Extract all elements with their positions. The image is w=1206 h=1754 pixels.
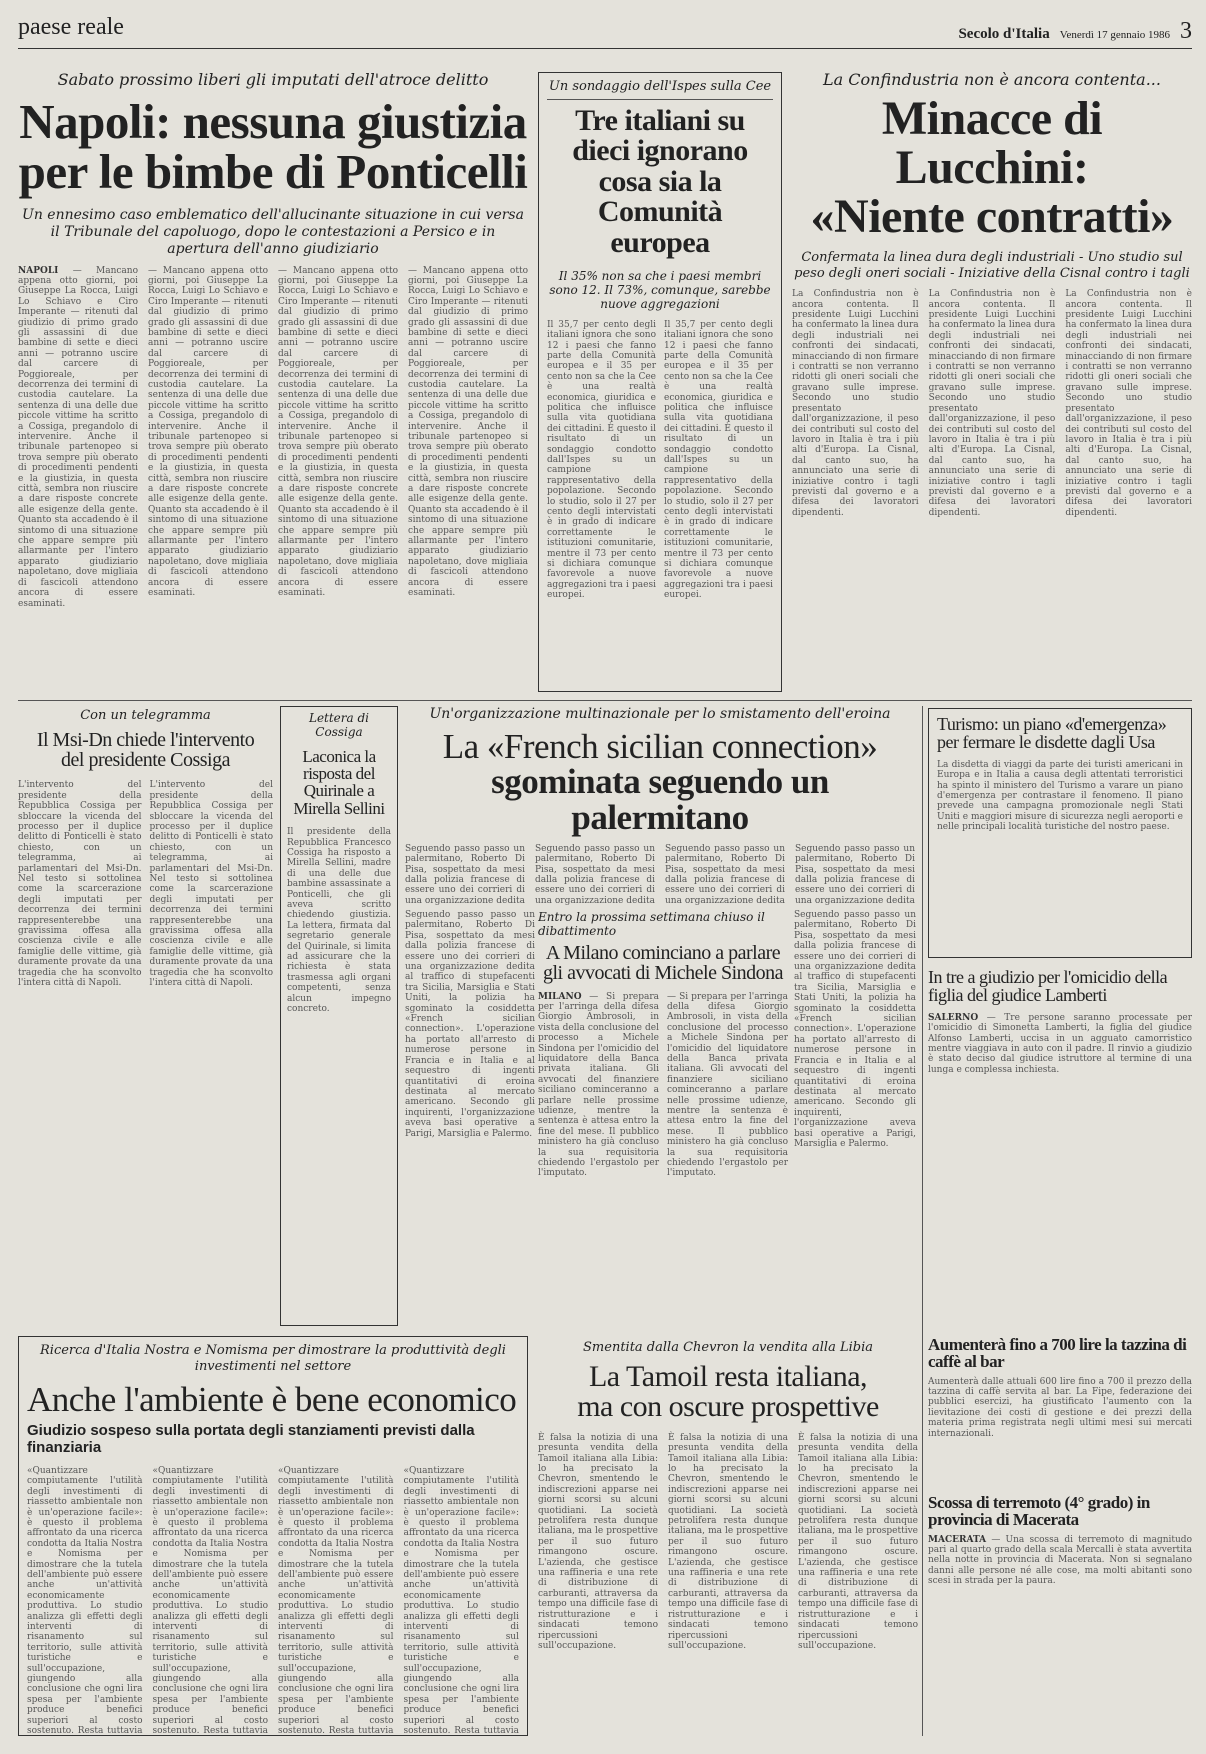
article-turismo	[928, 708, 1192, 958]
article-headline: Anche l'ambiente è bene economico	[27, 1380, 517, 1420]
article-caffe	[928, 1336, 1192, 1486]
article-subtitle: Un ennesimo caso emblematico dell'allucinante situazione in cui versa il Tribunale del capoluogo, dopo le contestazioni a Persico e in apertura dell'anno giudiziario	[22, 207, 524, 257]
article-sindona	[538, 910, 788, 1325]
body-column: È falsa la notizia di una presunta vendita della Tamoil italiana alla Libia: lo ha precisato la Chevron, smentendo le indiscrezioni apparse nei giorni scorsi su alcuni quotidiani. La società petrolifera resta dunque italiana, ma le prospettive per il suo futuro rimangono oscure. L'azienda, che gestisce una raffineria e una rete di distribuzione di carburanti, attraversa da tempo una difficile fase di ristrutturazione e i sindacati temono ripercussioni sull'occupazione.	[538, 1432, 658, 1651]
article-kicker: Lettera di Cossiga	[308, 711, 370, 740]
article-headline: Laconica la risposta del Quirinale a Mirella Sellini	[293, 746, 385, 818]
body-text: — Si prepara per l'arringa della difesa Giorgio Ambrosoli, in vista della conclusione del processo a Michele Sindona per l'omicidio del liquidatore della Banca privata italiana. Gli avvocati del finanziere siciliano cominceranno a parlare nelle prossime udienze, mentre la sentenza è attesa entro la fine del mese. Il pubblico ministero ha già concluso la sua requisitoria chiedendo l'ergastolo per l'imputato.	[538, 991, 659, 1179]
article-ambiente	[18, 1336, 528, 1736]
body-column: L'intervento del presidente della Repubblica Cossiga per sbloccare la vicenda del processo per il duplice delitto di Ponticelli è stato chiesto, con un telegramma, ai parlamentari del Msi-Dn. Nel testo si sottolinea come la scarcerazione degli imputati per decorrenza dei termini rappresenterebbe una gravissima offesa alla coscienza civile e alle famiglie delle vittime, già duramente provate da una tragedia che ha sconvolto l'intera città di Napoli.	[149, 780, 273, 989]
body-text: — Mancano appena otto giorni, poi Giuseppe La Rocca, Luigi Lo Schiavo e Ciro Imperante — ritenuti dal giudizio di primo grado gli assassini di due bambine di sette e dieci anni — potranno uscire dal carcere di Poggioreale, per decorrenza dei termini di custodia cautelare. La sentenza di una delle due piccole vittime ha scritto a Cossiga, pregandolo di intervenire. Anche il tribunale partenopeo si trova sempre più oberato di procedimenti pendenti e la giustizia, in questa città, sembra non riuscire a dare risposte concrete alle esigenze della gente. Quanto sta accadendo è il sintomo di una situazione che appare sempre più allarmante per l'intero apparato giudiziario napoletano, dove migliaia di fascicoli attendono ancora di essere esaminati.	[18, 265, 138, 609]
body-column: Seguendo passo passo un palermitano, Roberto Di Pisa, sospettato da mesi dalla polizia francese di essere uno dei corrieri di una organizzazione dedita al traffico di stupefacenti tra Sicilia, Marsiglia e Stati Uniti, la polizia ha sgominato la cosiddetta «French sicilian connection». L'operazione ha portato all'arresto di numerose persone in Francia e in Italia e al sequestro di ingenti quantitativi di eroina destinata al mercato americano. Secondo gli inquirenti, l'organizzazione aveva basi operative a Parigi, Marsiglia e Palermo.	[405, 910, 535, 1139]
french-body-right	[794, 910, 916, 1325]
article-napoli	[18, 70, 528, 695]
article-kicker: Entro la prossima settimana chiuso il dibattimento	[538, 910, 765, 939]
article-kicker: Smentita dalla Chevron la vendita alla Libia	[583, 1340, 873, 1355]
body-column: — Mancano appena otto giorni, poi Giuseppe La Rocca, Luigi Lo Schiavo e Ciro Imperante — ritenuti dal giudizio di primo grado gli assassini di due bambine di sette e dieci anni — potranno uscire dal carcere di Poggioreale, per decorrenza dei termini di custodia cautelare. La sentenza di una delle due piccole vittime ha scritto a Cossiga, pregandolo di intervenire. Anche il tribunale partenopeo si trova sempre più oberato di procedimenti pendenti e la giustizia, in questa città, sembra non riuscire a dare risposte concrete alle esigenze della gente. Quanto sta accadendo è il sintomo di una situazione che appare sempre più allarmante per l'intero apparato giudiziario napoletano, dove migliaia di fascicoli attendono ancora di essere esaminati.	[408, 265, 528, 599]
body-column: La Confindustria non è ancora contenta. Il presidente Luigi Lucchini ha confermato la linea dura degli industriali nei confronti dei sindacati, minacciando di non firmare i contratti se non verranno ridotti gli oneri sociali che gravano sulle imprese. Secondo uno studio presentato dall'organizzazione, il peso dei contributi sul costo del lavoro in Italia è tra i più alti d'Europa. La Cisnal, dal canto suo, ha annunciato una serie di iniziative contro i tagli previsti dal governo e a difesa dei lavoratori dipendenti.	[928, 289, 1056, 518]
body-column: Seguendo passo passo un palermitano, Roberto Di Pisa, sospettato da mesi dalla polizia francese di essere uno dei corrieri di una organizzazione dedita	[665, 843, 785, 906]
body-column: La Confindustria non è ancora contenta. Il presidente Luigi Lucchini ha confermato la linea dura degli industriali nei confronti dei sindacati, minacciando di non firmare i contratti se non verranno ridotti gli oneri sociali che gravano sulle imprese. Secondo uno studio presentato dall'organizzazione, il peso dei contributi sul costo del lavoro in Italia è tra i più alti d'Europa. La Cisnal, dal canto suo, ha annunciato una serie di iniziative contro i tagli previsti dal governo e a difesa dei lavoratori dipendenti.	[792, 289, 919, 518]
body-column: È falsa la notizia di una presunta vendita della Tamoil italiana alla Libia: lo ha precisato la Chevron, smentendo le indiscrezioni apparse nei giorni scorsi su alcuni quotidiani. La società petrolifera resta dunque italiana, ma le prospettive per il suo futuro rimangono oscure. L'azienda, che gestisce una raffineria e una rete di distribuzione di carburanti, attraversa da tempo una difficile fase di ristrutturazione e i sindacati temono ripercussioni sull'occupazione.	[668, 1432, 788, 1651]
dateline: NAPOLI	[18, 265, 59, 276]
body-column: «Quantizzare compiutamente l'utilità degli investimenti di riassetto ambientale non è un'operazione facile»: è questo il problema affrontato da una ricerca condotta da Italia Nostra e Nomisma per dimostrare che la tutela dell'ambiente può essere anche un'attività economicamente produttiva. Lo studio analizza gli effetti degli interventi di risanamento sul territorio, sulle attività turistiche e sull'occupazione, giungendo alla conclusione che ogni lira spesa per l'ambiente produce benefici superiori al costo sostenuto. Resta tuttavia	[278, 1465, 394, 1736]
article-headline: La Tamoil resta italiana,	[588, 1359, 868, 1393]
masthead	[958, 18, 1192, 45]
issue-date: Venerdì 17 gennaio 1986	[1059, 29, 1170, 41]
article-kicker: Un sondaggio dell'Ispes sulla Cee	[547, 79, 773, 100]
body-text: «Quantizzare compiutamente l'utilità degli investimenti di riassetto ambientale non è un'operazione facile»: è questo il problema affrontato da una ricerca condotta da Italia Nostra e Nomisma per dimostrare che la tutela dell'ambiente può essere anche un'attività economicamente produttiva. Lo studio analizza gli effetti degli interventi di risanamento sul territorio, sulle attività turistiche e sull'occupazione, giungendo alla conclusione che ogni lira spesa per l'ambiente produce benefici superiori al costo sostenuto. Resta tuttavia	[403, 1465, 519, 1736]
body-column: Seguendo passo passo un palermitano, Roberto Di Pisa, sospettato da mesi dalla polizia francese di essere uno dei corrieri di una organizzazione dedita	[405, 843, 525, 906]
body-column	[18, 266, 138, 695]
article-body	[405, 844, 915, 906]
article-body	[27, 1466, 519, 1736]
article-sondaggio	[538, 72, 782, 692]
article-subtitle: Il 35% non sa che i paesi membri sono 12. Il 73%, comunque, sarebbe nuove aggregazioni	[549, 268, 771, 312]
paper-name: Secolo d'Italia	[958, 26, 1050, 42]
article-tamoil	[538, 1340, 918, 1736]
column-rule	[922, 706, 923, 1736]
body-column: Il 35,7 per cento degli italiani ignora che sono 12 i paesi che fanno parte della Comunità europea e il 35 per cento non sa che la Cee è una realtà economica, giuridica e politica che influisce sulla vita quotidiana dei cittadini. È questo il risultato di un sondaggio condotto dall'Ispes su un campione rappresentativo della popolazione. Secondo lo studio, solo il 27 per cento degli intervistati è in grado di indicare correttamente le istituzioni comunitarie, mentre il 73 per cento si dichiara comunque favorevole a nuove aggregazioni tra i paesi europei.	[547, 319, 656, 601]
article-headline-line2: ma con oscure prospettive	[577, 1390, 879, 1424]
article-lamberti	[928, 968, 1192, 1328]
body-column: Seguendo passo passo un palermitano, Roberto Di Pisa, sospettato da mesi dalla polizia francese di essere uno dei corrieri di una organizzazione dedita	[795, 843, 915, 906]
body-column: «Quantizzare compiutamente l'utilità degli investimenti di riassetto ambientale non è un'operazione facile»: è questo il problema affrontato da una ricerca condotta da Italia Nostra e Nomisma per dimostrare che la tutela dell'ambiente può essere anche un'attività economicamente produttiva. Lo studio analizza gli effetti degli interventi di risanamento sul territorio, sulle attività turistiche e sull'occupazione, giungendo alla conclusione che ogni lira spesa per l'ambiente produce benefici superiori al costo sostenuto. Resta tuttavia	[152, 1465, 268, 1736]
body-column: — Si prepara per l'arringa della difesa Giorgio Ambrosoli, in vista della conclusione del processo a Michele Sindona per l'omicidio del liquidatore della Banca privata italiana. Gli avvocati del finanziere siciliano cominceranno a parlare nelle prossime udienze, mentre la sentenza è attesa entro la fine del mese. Il pubblico ministero ha già concluso la sua requisitoria chiedendo l'ergastolo per l'imputato.	[667, 991, 788, 1179]
french-body-continued	[405, 910, 535, 1325]
article-body	[18, 780, 273, 1290]
article-body	[928, 1535, 1192, 1587]
article-body	[792, 289, 1192, 695]
article-french-connection	[405, 706, 915, 906]
page-number: 3	[1180, 18, 1192, 44]
body-column: È falsa la notizia di una presunta vendita della Tamoil italiana alla Libia: lo ha precisato la Chevron, smentendo le indiscrezioni apparse nei giorni scorsi su alcuni quotidiani. La società petrolifera resta dunque italiana, ma le prospettive per il suo futuro rimangono oscure. L'azienda, che gestisce una raffineria e una rete di distribuzione di carburanti, attraversa da tempo una difficile fase di ristrutturazione e i sindacati temono ripercussioni sull'occupazione.	[798, 1432, 918, 1651]
body-column: La Confindustria non è ancora contenta. Il presidente Luigi Lucchini ha confermato la linea dura degli industriali nei confronti dei sindacati, minacciando di non firmare i contratti se non verranno ridotti gli oneri sociali che gravano sulle imprese. Secondo uno studio presentato dall'organizzazione, il peso dei contributi sul costo del lavoro in Italia è tra i più alti d'Europa. La Cisnal, dal canto suo, ha annunciato una serie di iniziative contro i tagli previsti dal governo e a difesa dei lavoratori dipendenti.	[1065, 289, 1192, 518]
article-lucchini	[792, 70, 1192, 695]
article-body: Aumenterà dalle attuali 600 lire fino a 700 il prezzo della tazzina di caffè servita al bar. La Fipe, federazione dei pubblici esercizi, ha giustificato l'aumento con la lievitazione dei costi di gestione e dei prezzi della materia prima registrata negli ultimi mesi sui mercati internazionali.	[928, 1376, 1192, 1439]
article-kicker: Con un telegramma	[80, 708, 211, 723]
section-title: paese reale	[18, 14, 124, 40]
body-column: — Mancano appena otto giorni, poi Giuseppe La Rocca, Luigi Lo Schiavo e Ciro Imperante — ritenuti dal giudizio di primo grado gli assassini di due bambine di sette e dieci anni — potranno uscire dal carcere di Poggioreale, per decorrenza dei termini di custodia cautelare. La sentenza di una delle due piccole vittime ha scritto a Cossiga, pregandolo di intervenire. Anche il tribunale partenopeo si trova sempre più oberato di procedimenti pendenti e la giustizia, in questa città, sembra non riuscire a dare risposte concrete alle esigenze della gente. Quanto sta accadendo è il sintomo di una situazione che appare sempre più allarmante per l'intero apparato giudiziario napoletano, dove migliaia di fascicoli attendono ancora di essere esaminati.	[148, 265, 268, 599]
article-body	[538, 992, 788, 1325]
article-subtitle: Giudizio sospeso sulla portata degli stanziamenti previsti dalla finanziaria	[27, 1421, 475, 1456]
article-headline: In tre a giudizio per l'omicidio della figlia del giudice Lamberti	[928, 968, 1168, 1006]
article-headline: Minacce di Lucchini:	[881, 92, 1103, 195]
article-headline-line2: sgominata seguendo un palermitano	[491, 762, 829, 838]
article-headline: Turismo: un piano «d'emergenza» per fermare le disdette dagli Usa	[937, 714, 1167, 753]
article-headline: La «French sicilian connection»	[442, 726, 878, 766]
article-kicker: Un'organizzazione multinazionale per lo smistamento dell'eroina	[429, 706, 891, 722]
article-kicker: La Confindustria non è ancora contenta...	[823, 70, 1161, 89]
article-terremoto	[928, 1494, 1192, 1736]
body-column: L'intervento del presidente della Repubblica Cossiga per sbloccare la vicenda del processo per il duplice delitto di Ponticelli è stato chiesto, con un telegramma, ai parlamentari del Msi-Dn. Nel testo si sottolinea come la scarcerazione degli imputati per decorrenza dei termini rappresenterebbe una gravissima offesa alla coscienza civile e alle famiglie delle vittime, già duramente provate da una tragedia che ha sconvolto l'intera città di Napoli.	[18, 780, 142, 989]
section-divider	[18, 700, 1192, 701]
article-headline: Aumenterà fino a 700 lire la tazzina di caffè al bar	[928, 1336, 1187, 1372]
article-headline-line2: per le bimbe di Ponticelli	[18, 144, 528, 200]
body-column: Il 35,7 per cento degli italiani ignora che sono 12 i paesi che fanno parte della Comunità europea e il 35 per cento non sa che la Cee è una realtà economica, giuridica e politica che influisce sulla vita quotidiana dei cittadini. È questo il risultato di un sondaggio condotto dall'Ispes su un campione rappresentativo della popolazione. Secondo lo studio, solo il 27 per cento degli intervistati è in grado di indicare correttamente le istituzioni comunitarie, mentre il 73 per cento si dichiara comunque favorevole a nuove aggregazioni tra i paesi europei.	[664, 319, 773, 601]
article-headline: Napoli: nessuna giustizia	[19, 94, 527, 150]
body-column	[538, 992, 659, 1325]
article-cossiga	[280, 706, 398, 1326]
body-text: — Tre persone saranno processate per l'omicidio di Simonetta Lamberti, la figlia del giudice Alfonso Lamberti, uccisa in un agguato camorristico mentre viaggiava in auto con il padre. Il rinvio a giudizio è stato deciso dal giudice istruttore al termine di una lunga e complessa inchiesta.	[928, 1012, 1192, 1075]
header-rule	[18, 48, 1192, 49]
article-headline-line2: «Niente contratti»	[810, 190, 1174, 244]
article-headline: Scossa di terremoto (4° grado) in provincia di Macerata	[928, 1494, 1150, 1530]
article-subtitle: Confermata la linea dura degli industriali - Uno studio sul peso degli oneri sociali - Iniziative della Cisnal contro i tagli	[794, 250, 1190, 281]
article-msi	[18, 708, 273, 1328]
article-body	[928, 1013, 1192, 1075]
article-headline: Tre italiani su dieci ignorano cosa sia la Comunità europea	[572, 103, 748, 259]
dateline: MACERATA	[928, 1534, 987, 1545]
body-column: — Mancano appena otto giorni, poi Giuseppe La Rocca, Luigi Lo Schiavo e Ciro Imperante — ritenuti dal giudizio di primo grado gli assassini di due bambine di sette e dieci anni — potranno uscire dal carcere di Poggioreale, per decorrenza dei termini di custodia cautelare. La sentenza di una delle due piccole vittime ha scritto a Cossiga, pregandolo di intervenire. Anche il tribunale partenopeo si trova sempre più oberato di procedimenti pendenti e la giustizia, in questa città, sembra non riuscire a dare risposte concrete alle esigenze della gente. Quanto sta accadendo è il sintomo di una situazione che appare sempre più allarmante per l'intero apparato giudiziario napoletano, dove migliaia di fascicoli attendono ancora di essere esaminati.	[278, 265, 398, 599]
article-body	[547, 320, 773, 692]
dateline: SALERNO	[928, 1012, 979, 1023]
article-body: La disdetta di viaggi da parte dei turisti americani in Europa e in Italia a causa degli attentati terroristici ha spinto il ministero del Turismo a varare un piano d'emergenza per contrastare il fenomeno. Il piano prevede una campagna promozionale negli Stati Uniti e maggiori misure di sicurezza negli aeroporti e nelle principali località turistiche del nostro paese.	[937, 759, 1183, 833]
body-column: Seguendo passo passo un palermitano, Roberto Di Pisa, sospettato da mesi dalla polizia francese di essere uno dei corrieri di una organizzazione dedita al traffico di stupefacenti tra Sicilia, Marsiglia e Stati Uniti, la polizia ha sgominato la cosiddetta «French sicilian connection». L'operazione ha portato all'arresto di numerose persone in Francia e in Italia e al sequestro di ingenti quantitativi di eroina destinata al mercato americano. Secondo gli inquirenti, l'organizzazione aveva basi operative a Parigi, Marsiglia e Palermo.	[794, 910, 916, 1149]
article-kicker: Ricerca d'Italia Nostra e Nomisma per dimostrare la produttività degli investimenti nel settore	[40, 1343, 506, 1374]
dateline: MILANO	[538, 991, 582, 1002]
body-text: — Una scossa di terremoto di magnitudo pari al quarto grado della scala Mercalli è stata avvertita nella notte in provincia di Macerata. Non si segnalano danni alle persone né alle cose, ma molti abitanti sono scesi in strada per la paura.	[928, 1534, 1192, 1587]
article-body: Il presidente della Repubblica Francesco Cossiga ha risposto a Mirella Sellini, madre di una delle due bambine assassinate a Ponticelli, che gli aveva scritto chiedendo giustizia. La lettera, firmata dal segretario generale del Quirinale, si limita ad assicurare che la richiesta è stata trasmessa agli organi competenti, senza alcun impegno concreto.	[287, 827, 391, 1014]
article-headline: Il Msi-Dn chiede l'intervento del presidente Cossiga	[36, 728, 255, 771]
article-body	[18, 266, 528, 695]
body-column: Seguendo passo passo un palermitano, Roberto Di Pisa, sospettato da mesi dalla polizia francese di essere uno dei corrieri di una organizzazione dedita	[535, 843, 655, 906]
article-kicker: Sabato prossimo liberi gli imputati dell'atroce delitto	[57, 70, 489, 89]
body-column	[404, 1466, 520, 1736]
article-body	[538, 1433, 918, 1723]
body-column: «Quantizzare compiutamente l'utilità degli investimenti di riassetto ambientale non è un'operazione facile»: è questo il problema affrontato da una ricerca condotta da Italia Nostra e Nomisma per dimostrare che la tutela dell'ambiente può essere anche un'attività economicamente produttiva. Lo studio analizza gli effetti degli interventi di risanamento sul territorio, sulle attività turistiche e sull'occupazione, giungendo alla conclusione che ogni lira spesa per l'ambiente produce benefici superiori al costo sostenuto. Resta tuttavia	[27, 1465, 143, 1736]
article-headline: A Milano cominciano a parlare gli avvocati di Michele Sindona	[543, 941, 783, 985]
